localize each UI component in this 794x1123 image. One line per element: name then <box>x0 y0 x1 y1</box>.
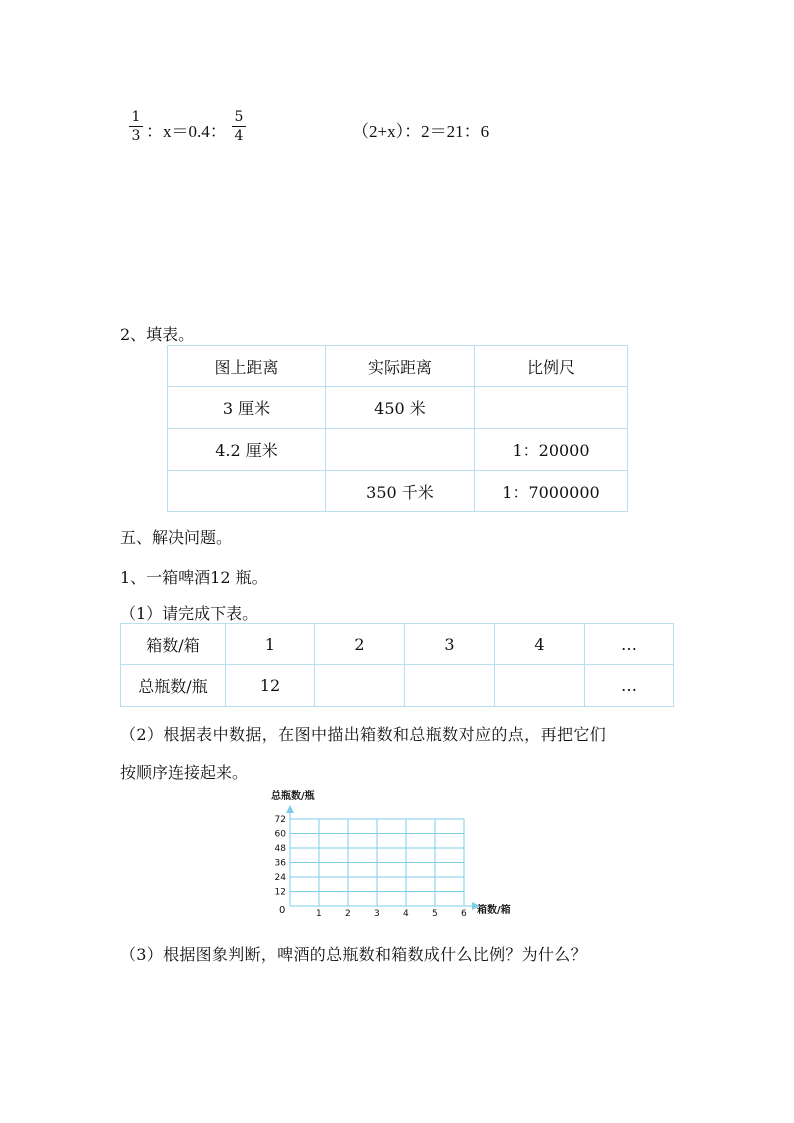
x-tick-label: 1 <box>316 909 322 919</box>
beer-table-cell <box>315 665 405 707</box>
x-axis-label: 箱数/箱 <box>477 905 511 916</box>
scale-table-header: 实际距离 <box>326 346 475 387</box>
scale-table-cell: 450 米 <box>326 387 475 429</box>
scale-table-cell: 350 千米 <box>326 471 475 512</box>
equation-2: （2+x）：2＝21：6 <box>352 122 490 141</box>
beer-table-label: 箱数/箱 <box>121 624 226 665</box>
beer-table-cell <box>405 665 495 707</box>
y-tick-label: 36 <box>274 858 286 869</box>
beer-table-cell: 2 <box>315 624 405 665</box>
scale-table-cell: 1：7000000 <box>475 471 628 512</box>
y-tick-label: 60 <box>274 829 286 840</box>
equation-1-middle: ：x＝0.4： <box>146 122 227 141</box>
x-tick-label: 5 <box>432 909 438 919</box>
beer-table-cell: … <box>585 665 674 707</box>
y-tick-label: 12 <box>274 887 286 898</box>
beer-table-label: 总瓶数/瓶 <box>121 665 226 707</box>
fraction-denominator: 3 <box>131 128 141 144</box>
x-tick-label: 2 <box>345 909 351 919</box>
fraction-numerator: 5 <box>234 109 244 125</box>
problem-1-text: 1、一箱啤酒12 瓶。 <box>120 568 268 587</box>
fraction-bar <box>232 126 246 127</box>
part-1-text: （1）请完成下表。 <box>120 604 259 623</box>
part-2-text-line1: （2）根据表中数据，在图中描出箱数和总瓶数对应的点，再把它们 <box>120 725 607 744</box>
chart-grid <box>290 809 476 906</box>
beer-table-cell: 12 <box>226 665 315 707</box>
chart-ticks <box>275 815 467 919</box>
y-tick-label: 48 <box>274 844 286 854</box>
y-axis-label: 总瓶数/瓶 <box>271 791 315 802</box>
part-3-text: （3）根据图象判断，啤酒的总瓶数和箱数成什么比例？为什么？ <box>120 945 587 964</box>
beer-table <box>120 623 674 707</box>
scale-table-cell: 3 厘米 <box>168 387 326 429</box>
section-2-heading: 2、填表。 <box>120 325 195 344</box>
scale-table <box>167 345 628 512</box>
y-tick-label: 72 <box>274 815 286 825</box>
beer-table-cell <box>495 665 585 707</box>
scale-table-header: 比例尺 <box>475 346 628 387</box>
beer-table-cell: … <box>585 624 674 665</box>
scale-table-cell: 1：20000 <box>475 429 628 471</box>
fraction-five-fourths <box>232 109 246 144</box>
x-tick-label: 6 <box>461 909 467 919</box>
part-2-text-line2: 按顺序连接起来。 <box>120 763 249 782</box>
scale-table-cell <box>475 387 628 429</box>
beer-table-cell: 3 <box>405 624 495 665</box>
y-tick-label: 24 <box>274 873 286 883</box>
scale-table-cell <box>168 471 326 512</box>
beer-table-cell: 4 <box>495 624 585 665</box>
origin-label: 0 <box>279 905 286 916</box>
scale-table-header: 图上距离 <box>168 346 326 387</box>
x-tick-label: 4 <box>403 909 409 919</box>
section-5-heading: 五、解决问题。 <box>120 528 233 547</box>
fraction-one-third <box>129 109 143 144</box>
x-tick-label: 3 <box>374 909 380 919</box>
scale-table-cell <box>326 429 475 471</box>
bottles-vs-boxes-chart <box>255 785 555 925</box>
fraction-numerator: 1 <box>131 109 141 125</box>
scale-table-cell: 4.2 厘米 <box>168 429 326 471</box>
fraction-denominator: 4 <box>234 128 244 144</box>
fraction-bar <box>129 126 143 127</box>
beer-table-cell: 1 <box>226 624 315 665</box>
